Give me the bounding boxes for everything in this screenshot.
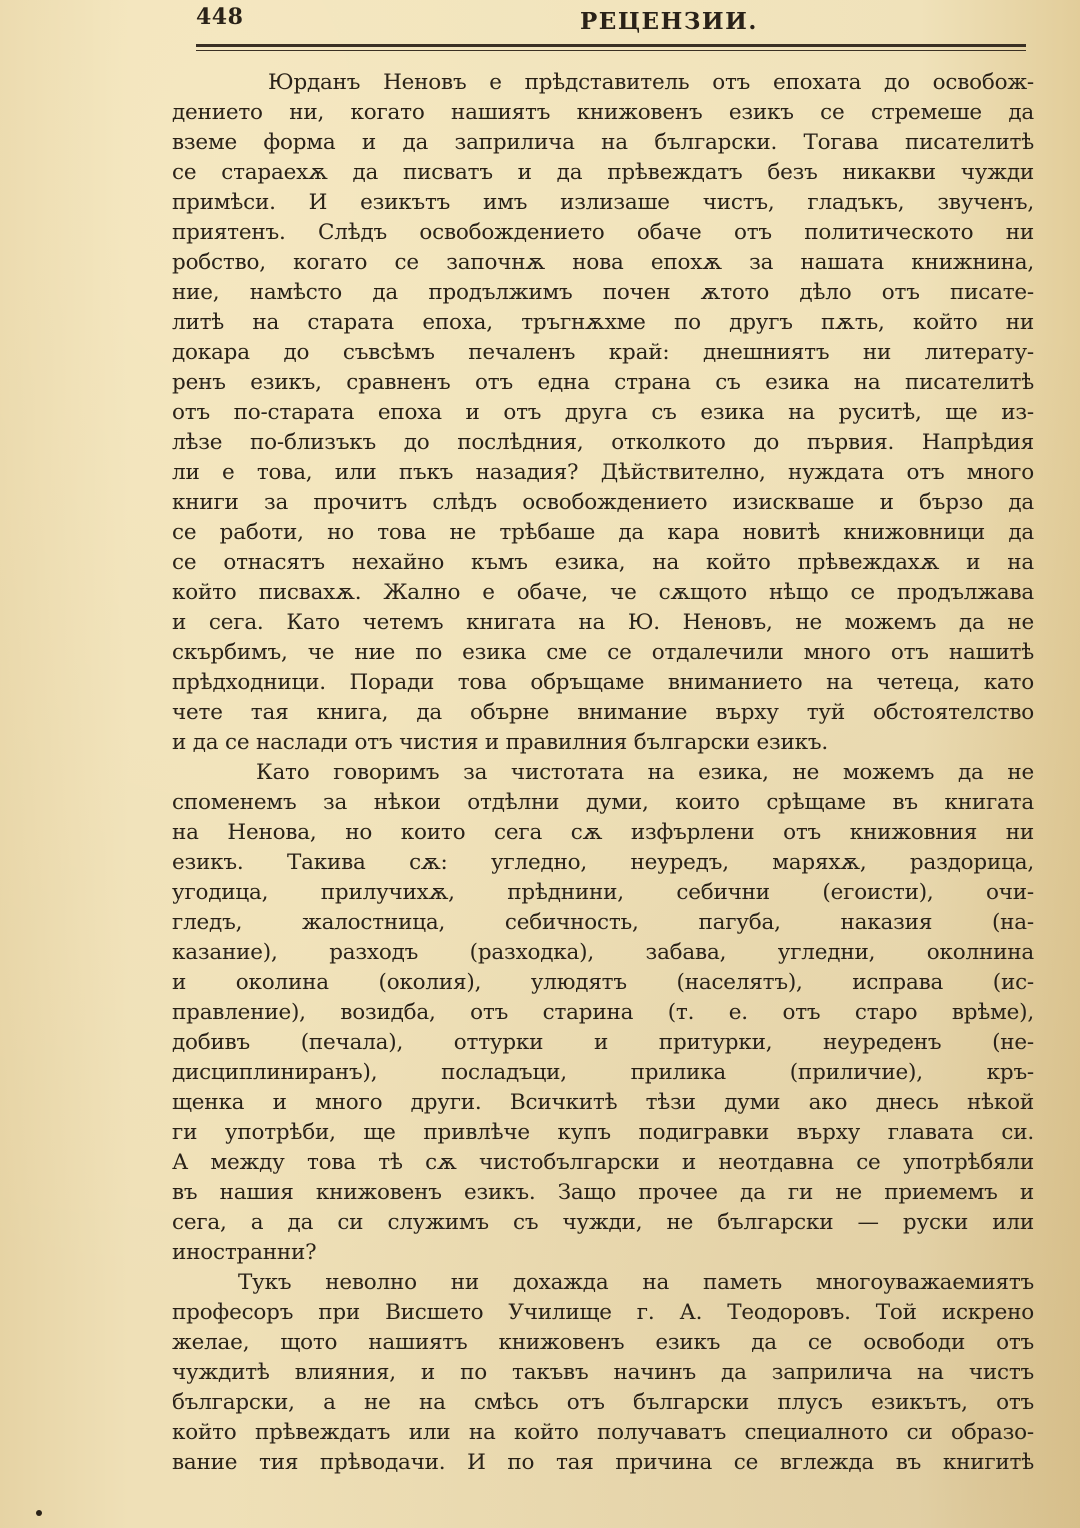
text-line: гледъ, жалостница, себичность, пагуба, наказия (на- <box>172 910 1034 935</box>
text-line: угодица, прилучихѫ, прѣднини, себични (егоисти), очи- <box>172 880 1034 905</box>
running-head: РЕЦЕНЗИИ. <box>580 8 758 35</box>
text-line: приятенъ. Слѣдъ освобождението обаче отъ политическото ни <box>172 220 1034 245</box>
text-line: и да се наслади отъ чистия и правилния български езикъ. <box>172 730 829 755</box>
body-text <box>172 68 1034 1478</box>
text-line: чете тая книга, да обърне внимание върху туй обстоятелство <box>172 700 1034 725</box>
page-number: 448 <box>196 4 244 30</box>
text-line: ние, намѣсто да продължимъ почен ѫтото дѣло отъ писате- <box>172 280 1034 305</box>
text-line: правление), возидба, отъ старина (т. е. отъ старо врѣме), <box>172 1000 1034 1025</box>
text-line: ли е това, или пъкъ назадия? Дѣйствително, нуждата отъ много <box>172 460 1034 485</box>
text-line: желае, щото нашиятъ книжовенъ езикъ да се освободи отъ <box>172 1330 1034 1355</box>
text-line: А между това тѣ сѫ чистобългарски и неотдавна се употрѣбяли <box>172 1150 1034 1175</box>
text-line: дисциплиниранъ), посладъци, прилика (приличие), кръ- <box>172 1060 1034 1085</box>
text-line: докара до съвсѣмъ печаленъ край: днешниятъ ни литерату- <box>172 340 1034 365</box>
text-line: въ нашия книжовенъ езикъ. Защо прочее да ги не приемемъ и <box>172 1180 1034 1205</box>
page-header <box>196 2 1026 38</box>
text-line: робство, когато се започнѫ нова епохѫ за нашата книжнина, <box>172 250 1034 275</box>
text-line: който писвахѫ. Жално е обаче, че сѫщото нѣщо се продължава <box>172 580 1034 605</box>
paragraph <box>172 68 1034 758</box>
text-line: вание тия прѣводачи. И по тая причина се вглежда въ книгитѣ <box>172 1450 1034 1475</box>
text-line: се стараехѫ да писватъ и да прѣвеждатъ безъ никакви чужди <box>172 160 1034 185</box>
text-line: вземе форма и да заприлича на български. Тогава писателитѣ <box>172 130 1034 155</box>
text-line: ренъ езикъ, сравненъ отъ една страна съ езика на писателитѣ <box>172 370 1034 395</box>
header-rule-thin <box>196 50 1026 51</box>
text-line: Юрданъ Неновъ е прѣдставитель отъ епохата до освобож- <box>268 70 1034 95</box>
text-line: Като говоримъ за чистотата на езика, не можемъ да не <box>256 760 1034 785</box>
text-line: литѣ на старата епоха, тръгнѫхме по другъ пѫть, който ни <box>172 310 1034 335</box>
text-line: споменемъ за нѣкои отдѣлни думи, които срѣщаме въ книгата <box>172 790 1034 815</box>
text-line: добивъ (печала), оттурки и притурки, неуреденъ (не- <box>172 1030 1034 1055</box>
text-line: лѣзе по-близъкъ до послѣдния, отколкото до първия. Напрѣдия <box>172 430 1034 455</box>
ink-speck <box>36 1510 42 1516</box>
text-line: езикъ. Такива сѫ: угледно, неуредъ, маряхѫ, раздорица, <box>172 850 1034 875</box>
text-line: чуждитѣ влияния, и по такъвъ начинъ да заприлича на чистъ <box>172 1360 1034 1385</box>
text-line: книги за прочитъ слѣдъ освобождението изискваше и бързо да <box>172 490 1034 515</box>
text-line: казание), разходъ (разходка), забава, угледни, околнина <box>172 940 1034 965</box>
text-line: се работи, но това не трѣбаше да кара новитѣ книжовници да <box>172 520 1034 545</box>
text-line: и сега. Като четемъ книгата на Ю. Неновъ, не можемъ да не <box>172 610 1034 635</box>
text-line: който прѣвеждатъ или на който получаватъ специалното си образо- <box>172 1420 1034 1445</box>
text-line: щенка и много други. Всичкитѣ тѣзи думи ако днесь нѣкой <box>172 1090 1034 1115</box>
text-line: примѣси. И езикътъ имъ излизаше чистъ, гладъкъ, звученъ, <box>172 190 1034 215</box>
text-line: прѣдходници. Поради това обръщаме вниманието на четеца, като <box>172 670 1034 695</box>
text-line: български, а не на смѣсь отъ български плусъ езикътъ, отъ <box>172 1390 1034 1415</box>
text-line: скърбимъ, че ние по езика сме се отдалечили много отъ нашитѣ <box>172 640 1034 665</box>
text-line: отъ по-старата епоха и отъ друга съ езика на руситѣ, ще из- <box>172 400 1034 425</box>
paragraph <box>172 758 1034 1268</box>
text-line: ги употрѣби, ще привлѣче купъ подигравки върху главата си. <box>172 1120 1034 1145</box>
text-line: и околина (околия), улюдятъ (населятъ), исправа (ис- <box>172 970 1034 995</box>
text-line: на Ненова, но които сега сѫ изфърлени отъ книжовния ни <box>172 820 1034 845</box>
text-line: се отнасятъ нехайно къмъ езика, на който прѣвеждахѫ и на <box>172 550 1034 575</box>
text-line: иностранни? <box>172 1240 317 1265</box>
text-line: дението ни, когато нашиятъ книжовенъ езикъ се стремеше да <box>172 100 1034 125</box>
paragraph <box>172 1268 1034 1478</box>
header-rule <box>196 44 1026 47</box>
text-line: сега, а да си служимъ съ чужди, не български — руски или <box>172 1210 1034 1235</box>
text-line: професоръ при Висшето Училище г. А. Теодоровъ. Той искрено <box>172 1300 1034 1325</box>
text-line: Тукъ неволно ни дохажда на паметь многоуважаемиятъ <box>238 1270 1034 1295</box>
